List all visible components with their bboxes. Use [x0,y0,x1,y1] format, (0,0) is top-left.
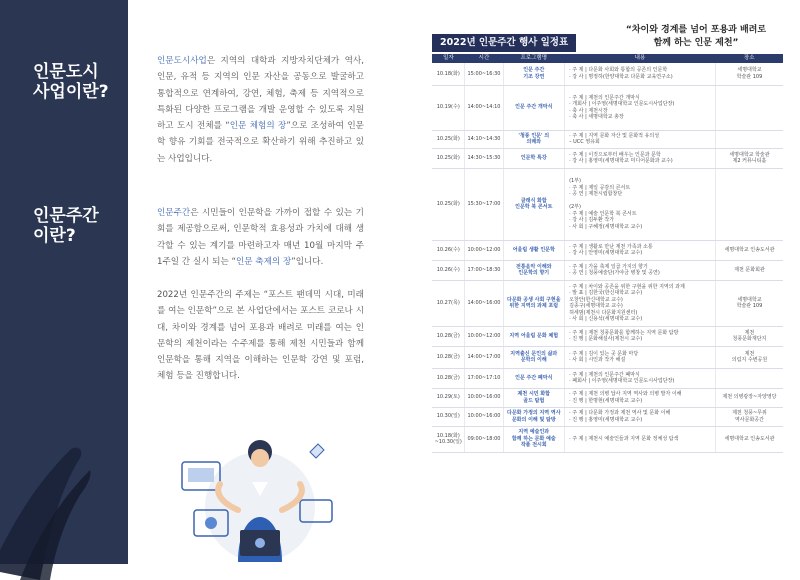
cell-content: · 주 제 | 다문화 가정과 제천 역사 및 문화 이해 · 진 행 | 홍영미(세명대학교 교수) [565,407,716,426]
table-row [432,260,783,280]
cell-time: 10:00~16:00 [465,388,503,407]
paragraph-text: ”입니다. [291,256,324,267]
cell-date: 10.26(수) [432,260,465,280]
cell-content: · 주 제 | 다문화 사회와 통합의 공존의 인문학 · 강 사 | 명정하(한양대학교 다문화 교육연구소) [565,63,716,85]
heading-humanities-week: 인문주간 이란? [33,206,99,246]
cell-place [715,368,783,388]
slogan: “차이와 경계를 넘어 포용과 배려로 함께 하는 인문 제천” [625,25,767,48]
table-body [432,63,783,452]
header-content: 내용 [565,54,716,63]
cell-place: 제천 청풍~무위 역사문화공간 [715,407,783,426]
cell-date: 10.28(금) [432,326,465,346]
table-row [432,346,783,368]
cell-time: 14:00~14:10 [465,85,503,130]
cell-content: · 주 제 | 제천의 인문주간 폐막식 · 폐회사 | 이주영(세명대학교 인문도시사업단장) [565,368,716,388]
cell-content: · 주 제 | 생활로 만난 제천 가족과 소통 · 강 사 | 안영미(세명대학교 교수) [565,240,716,260]
cell-time: 14:30~15:30 [465,148,503,168]
header-place: 장소 [715,54,783,63]
highlight-term: 인문주간 [157,208,191,218]
header-time: 시간 [465,54,503,63]
schedule-table-title: 2022년 인문주간 행사 일정표 [432,34,576,52]
table-row [432,240,783,260]
cell-place: 세명대학교 학술관 제2 커뮤니티홀 [715,148,783,168]
table-row [432,388,783,407]
table-row [432,63,783,85]
cell-place [715,130,783,148]
cell-time: 17:00~18:30 [465,260,503,280]
table-row [432,326,783,346]
cell-place: 세명대학교 학술관 109 [715,280,783,326]
table-row [432,280,783,326]
cell-program: 인문 주간 폐막식 [503,368,565,388]
cell-time: 10:00~12:00 [465,240,503,260]
cell-time: 14:00~17:00 [465,346,503,368]
table-row [432,168,783,240]
cell-content: · 주 제 | 지역 문화 자산 및 문화적 유의성 – UCC 영유회 [565,130,716,148]
paragraph-humanities-city [157,53,364,167]
highlight-term: 인문 체험의 장 [229,121,287,132]
cell-date: 10.19(수) [432,85,465,130]
cell-program: 지역 어울림 문화 체험 [503,326,565,346]
cell-program: 인문 주간 개막식 [503,85,565,130]
cell-content: · 주 제 | 김이 있는 곳 문화 마당 · 사 회 | 시인과 작가 해설 [565,346,716,368]
cell-content: · 주 제 | 제천 의병 답사 지역 역사와 의병 발자 이해 · 진 행 | 한명현(세명대학교 교수) [565,388,716,407]
cell-date: 10.28(금) [432,368,465,388]
paragraph-text: ”으로 조성하여 인문학 향유 기회를 전국적으로 확산하기 위해 추진하고 있는 사업입니다. [157,121,364,164]
brush-stroke-decoration [0,430,120,580]
cell-program: 전통음악 이해와 인문학의 향기 [503,260,565,280]
cell-time: 10:00~12:00 [465,326,503,346]
table-row [432,426,783,452]
cell-place: 세명대학교 인송도서관 [715,240,783,260]
table-row [432,130,783,148]
cell-program: 지역 예술인과 함께 하는 문화 예술 작품 전시회 [503,426,565,452]
cell-content: · 주 제 | 가을 축제 일곱 가지의 향기 · 공 연 | 청풍예술단(가야금 병창 및 공연) [565,260,716,280]
cell-date: 10.30(일) [432,407,465,426]
cell-place: 제천 문화회관 [715,260,783,280]
cell-content: · 주 제 | 제천 청풍문화를 함께하는 지역 문화 탐방 · 진 행 | 문화해설사(제천시 교수) [565,326,716,346]
person-laptop-illustration [160,412,360,562]
cell-date: 10.26(수) [432,240,465,260]
cell-program: 다문화 가정의 지역 역사 문화의 이해 및 탐방 [503,407,565,426]
table-row [432,368,783,388]
cell-program: 어울림 생활 인문학 [503,240,565,260]
cell-date: 10.25(화) [432,148,465,168]
highlight-term: 인문 축제의 장 [235,256,292,267]
table-header-row [432,54,783,63]
cell-place: 제천 의병광장~자양영당 [715,388,783,407]
paragraph-2022-theme: 2022년 인문주간의 주제는 “포스트 팬데믹 시대, 미래를 여는 인문학”으로 본 사업단에서는 포스트 코로나 시대, 차이와 경계를 넘어 포용과 배려로 미래를 여는 인문학의 제천이라는 수주제를 통해 제천 시민들과 함께 인문학을 통해 지역을 이해하는 인문학 강연 및 포럼, 체험 등을 진행합니다. [157,290,364,382]
paragraph-humanities-week [157,205,364,270]
cell-program: 다문화 공생 사회 구현을 위한 지역의 과제 포럼 [503,280,565,326]
cell-content: · 주 제 | 이것으로부터 배우는 인문과 문학 · 강 사 | 홍영미(세명대학교 미디어문화과 교수) [565,148,716,168]
cell-content: · 주 제 | 제천의 인문주간 개막식 · 개회사 | 이주영(세명대학교 인문도시사업단장) · 축 사 | 제천시장 · 축 사 | 세명대학교 총장 [565,85,716,130]
paragraph-text: 은 시민들이 인문학을 가까이 접할 수 있는 기회를 제공함으로써, 인문학적 효용성과 가치에 대해 생각할 수 있는 계기를 마련하고자 매년 10월 마지막 주 1주일 간 실시 되는 “ [157,208,364,267]
cell-date: 10.25(화) [432,168,465,240]
cell-time: 17:00~17:10 [465,368,503,388]
paragraph-text: 은 지역의 대학과 지방자치단체가 역사, 인문, 유적 등 지역의 인문 자산을 공동으로 발굴하고 통합적으로 연계하여, 강연, 체험, 축제 등 지역적으로 특화된 다양한 프로그램을 개발 운영할 수 있도록 지원하고 도시 전체를 “ [157,56,364,132]
cell-time: 14:00~16:00 [465,280,503,326]
cell-date: 10.18(화) [432,63,465,85]
cell-program: 인문 주간 기조 강연 [503,63,565,85]
highlight-term: 인문도시사업 [157,56,207,66]
header-program: 프로그램명 [503,54,565,63]
cell-content: · 주 제 | 제천시 예술인들과 지역 문화 정체성 탐색 [565,426,716,452]
heading-humanities-city: 인문도시 사업이란? [33,62,109,102]
table-row [432,85,783,130]
cell-time: 10:00~16:00 [465,407,503,426]
cell-time: 14:10~14:30 [465,130,503,148]
cell-place: 세명대학교 학술관 109 [715,63,783,85]
table-row [432,407,783,426]
cell-program: 인문학 특강 [503,148,565,168]
cell-date: 10.29(토) [432,388,465,407]
table-row [432,148,783,168]
cell-date: 10.25(화) [432,130,465,148]
cell-date: 10.28(금) [432,346,465,368]
cell-program: 지역출신 문인의 삶과 문학의 이해 [503,346,565,368]
schedule-table [432,54,783,453]
cell-program: 제천 시민 화합 골드 탐험 [503,388,565,407]
cell-time: 15:00~16:30 [465,63,503,85]
cell-content: · 주 제 | 차이와 공존을 위한 구현을 위한 지역의 과제 · 발 표 | 김한국(한신대학교 교수) 오창안(한신대학교 교수) 김종구(세명대학교 교수) 허세범(제천시 다문화지원센터) · 사 회 | 신용석(세명대학교 교수) [565,280,716,326]
cell-place: 제천 청풍문화재단지 [715,326,783,346]
cell-program: 클래식 화합 인문학 북 콘서트 [503,168,565,240]
cell-time: 15:30~17:00 [465,168,503,240]
cell-place [715,85,783,130]
cell-date: 10.27(목) [432,280,465,326]
cell-content: (1부) · 주 제 | 제일 공감의 콘서트 · 공 연 | 제천시립합창단 (2부) · 주 제 | 예술 인문학 북 콘서트 · 강 사 | 김두환 작가 · 사 회 | 구혜정(세명대학교 교수) [565,168,716,240]
cell-place: 세명대학교 인송도서관 [715,426,783,452]
cell-date: 10.18(화) ~10.30(일) [432,426,465,452]
cell-place [715,168,783,240]
header-date: 일자 [432,54,465,63]
cell-time: 09:00~18:00 [465,426,503,452]
cell-place: 제천 의림지 수변공원 [715,346,783,368]
cell-program: '청풍 인문' 의 의례와 [503,130,565,148]
